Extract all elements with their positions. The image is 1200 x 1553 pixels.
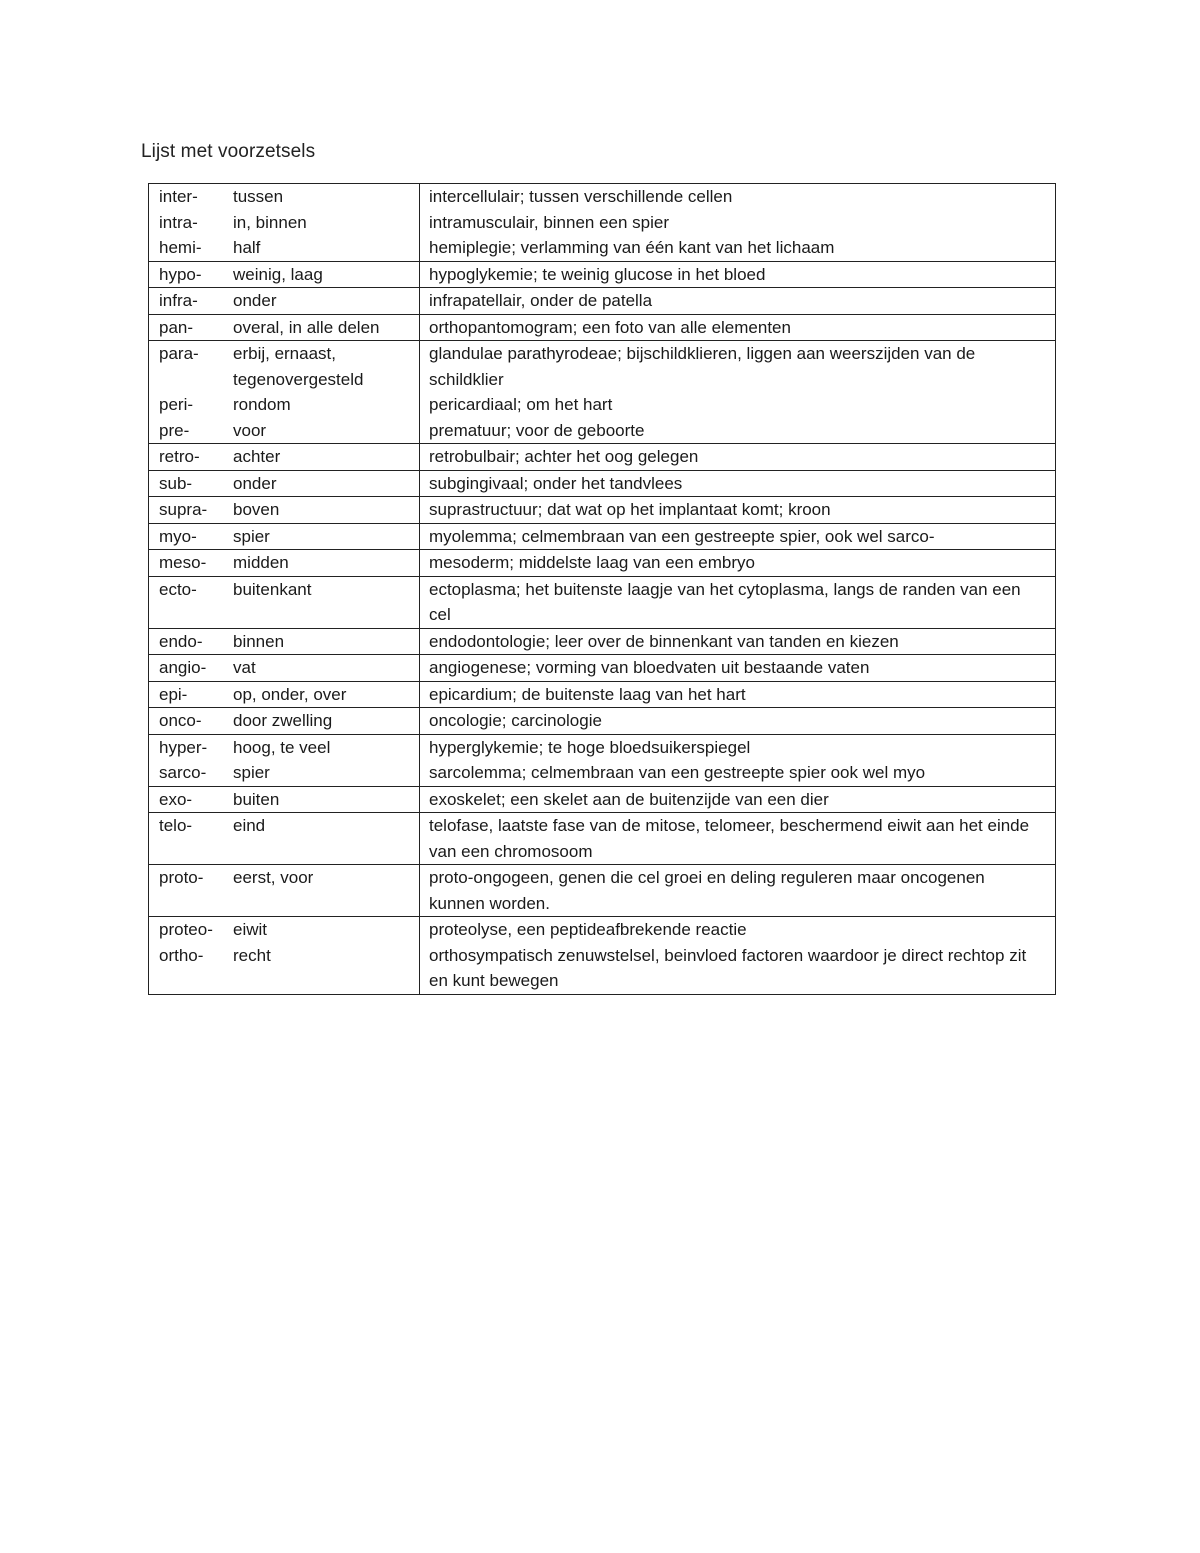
example-text: ectoplasma; het buitenste laagje van het cytoplasma, langs de randen van een cel xyxy=(429,579,1021,624)
prefix-text: peri- xyxy=(159,395,194,414)
prefix-cell xyxy=(149,917,234,995)
prefix-cell xyxy=(149,314,234,341)
example-cell xyxy=(420,184,1056,262)
prefix-text: retro- xyxy=(159,447,200,466)
meaning-text: weinig, laag xyxy=(233,264,323,284)
example-text: glandulae parathyrodeae; bijschildklieren, liggen aan weerszijden van de schildklier xyxy=(429,344,976,389)
meaning-text: voor xyxy=(233,420,267,440)
prefix-cell xyxy=(149,628,234,655)
prefix-table-body xyxy=(149,184,1056,995)
prefix-cell xyxy=(149,288,234,315)
table-row xyxy=(149,184,1056,262)
meaning-cell xyxy=(233,523,420,550)
example-text: proto-ongogeen, genen die cel groei en deling reguleren maar oncogenen kunnen worden. xyxy=(429,868,985,913)
example-text: oncologie; carcinologie xyxy=(429,711,602,730)
example-cell xyxy=(420,813,1056,865)
table-row xyxy=(149,341,1056,444)
example-cell xyxy=(420,288,1056,315)
example-cell xyxy=(420,444,1056,471)
prefix-cell xyxy=(149,786,234,813)
meaning-text: half xyxy=(233,238,261,257)
example-cell xyxy=(420,470,1056,497)
prefix-cell xyxy=(149,497,234,524)
prefix-text: sub- xyxy=(159,473,193,493)
meaning-text: recht xyxy=(233,945,271,965)
prefix-cell xyxy=(149,708,234,735)
prefix-text: exo- xyxy=(159,789,193,809)
example-cell xyxy=(420,261,1056,288)
prefix-text: pre- xyxy=(159,420,190,440)
meaning-cell xyxy=(233,288,420,315)
meaning-cell xyxy=(233,497,420,524)
example-cell xyxy=(420,786,1056,813)
example-text: retrobulbair; achter het oog gelegen xyxy=(429,447,699,466)
meaning-cell xyxy=(233,550,420,577)
table-row xyxy=(149,444,1056,471)
meaning-cell xyxy=(233,708,420,735)
meaning-cell xyxy=(233,341,420,444)
table-row xyxy=(149,655,1056,682)
example-text: endodontologie; leer over de binnenkant van tanden en kiezen xyxy=(429,631,899,651)
table-row xyxy=(149,497,1056,524)
table-row xyxy=(149,813,1056,865)
prefix-text: sarco- xyxy=(159,763,207,782)
meaning-text: hoog, te veel xyxy=(233,737,331,757)
prefix-cell xyxy=(149,813,234,865)
meaning-text: erbij, ernaast, tegenovergesteld xyxy=(233,344,364,389)
table-row xyxy=(149,314,1056,341)
meaning-text: tussen xyxy=(233,187,284,206)
prefix-text: para- xyxy=(159,344,199,363)
table-row xyxy=(149,550,1056,577)
table-row xyxy=(149,865,1056,917)
example-cell xyxy=(420,497,1056,524)
meaning-text: spier xyxy=(233,526,270,546)
example-text: exoskelet; een skelet aan de buitenzijde van een dier xyxy=(429,789,829,809)
prefix-text: endo- xyxy=(159,631,203,651)
example-text: angiogenese; vorming van bloedvaten uit bestaande vaten xyxy=(429,658,870,677)
prefix-cell xyxy=(149,523,234,550)
prefix-text: proteo- xyxy=(159,920,213,939)
example-text: hyperglykemie; te hoge bloedsuikerspiegel xyxy=(429,737,751,757)
meaning-text: binnen xyxy=(233,631,285,651)
meaning-cell xyxy=(233,813,420,865)
prefix-cell xyxy=(149,341,234,444)
table-row xyxy=(149,576,1056,628)
meaning-cell xyxy=(233,786,420,813)
meaning-text: eiwit xyxy=(233,920,268,939)
prefix-cell xyxy=(149,184,234,262)
prefix-cell xyxy=(149,865,234,917)
example-text: subgingivaal; onder het tandvlees xyxy=(429,473,683,493)
table-row xyxy=(149,261,1056,288)
example-cell xyxy=(420,628,1056,655)
meaning-cell xyxy=(233,917,420,995)
example-text: intercellulair; tussen verschillende cellen xyxy=(429,187,733,206)
example-text: prematuur; voor de geboorte xyxy=(429,420,645,440)
meaning-text: onder xyxy=(233,473,277,493)
prefix-text: intra- xyxy=(159,212,198,232)
example-cell xyxy=(420,681,1056,708)
meaning-cell xyxy=(233,865,420,917)
prefix-text: hypo- xyxy=(159,264,202,284)
meaning-cell xyxy=(233,576,420,628)
prefix-text: onco- xyxy=(159,711,202,730)
example-cell xyxy=(420,314,1056,341)
meaning-cell xyxy=(233,314,420,341)
meaning-cell xyxy=(233,184,420,262)
meaning-text: buitenkant xyxy=(233,579,312,599)
example-cell xyxy=(420,550,1056,577)
prefix-text: hemi- xyxy=(159,238,202,257)
example-cell xyxy=(420,917,1056,995)
example-text: pericardiaal; om het hart xyxy=(429,395,613,414)
prefix-text: hyper- xyxy=(159,737,208,757)
meaning-cell xyxy=(233,470,420,497)
prefix-text: myo- xyxy=(159,526,197,546)
meaning-text: boven xyxy=(233,500,280,519)
meaning-text: onder xyxy=(233,291,277,310)
meaning-text: spier xyxy=(233,763,270,782)
example-cell xyxy=(420,865,1056,917)
meaning-text: midden xyxy=(233,553,289,572)
meaning-text: eind xyxy=(233,816,266,835)
example-text: suprastructuur; dat wat op het implantaat komt; kroon xyxy=(429,500,831,519)
meaning-cell xyxy=(233,655,420,682)
meaning-cell xyxy=(233,261,420,288)
meaning-text: rondom xyxy=(233,395,291,414)
prefix-text: epi- xyxy=(159,684,188,704)
table-row xyxy=(149,917,1056,995)
meaning-cell xyxy=(233,734,420,786)
prefix-text: telo- xyxy=(159,816,193,835)
prefix-cell xyxy=(149,444,234,471)
prefix-cell xyxy=(149,734,234,786)
table-row xyxy=(149,288,1056,315)
example-cell xyxy=(420,576,1056,628)
table-row xyxy=(149,708,1056,735)
prefix-table xyxy=(148,183,1056,995)
prefix-text: angio- xyxy=(159,658,207,677)
page-title: Lijst met voorzetsels xyxy=(141,141,316,162)
example-text: mesoderm; middelste laag van een embryo xyxy=(429,553,755,572)
table-row xyxy=(149,470,1056,497)
meaning-text: op, onder, over xyxy=(233,684,347,704)
prefix-text: inter- xyxy=(159,187,198,206)
prefix-cell xyxy=(149,550,234,577)
example-text: infrapatellair, onder de patella xyxy=(429,291,653,310)
meaning-text: eerst, voor xyxy=(233,868,314,887)
prefix-text: meso- xyxy=(159,553,207,572)
meaning-cell xyxy=(233,681,420,708)
prefix-text: infra- xyxy=(159,291,198,310)
example-text: epicardium; de buitenste laag van het hart xyxy=(429,684,746,704)
meaning-text: door zwelling xyxy=(233,711,333,730)
prefix-text: ecto- xyxy=(159,579,197,599)
example-text: hypoglykemie; te weinig glucose in het bloed xyxy=(429,264,766,284)
prefix-text: supra- xyxy=(159,500,208,519)
example-text: sarcolemma; celmembraan van een gestreepte spier ook wel myo xyxy=(429,763,926,782)
prefix-cell xyxy=(149,261,234,288)
prefix-cell xyxy=(149,681,234,708)
prefix-text: proto- xyxy=(159,868,204,887)
example-text: orthopantomogram; een foto van alle elementen xyxy=(429,317,791,337)
example-text: orthosympatisch zenuwstelsel, beinvloed factoren waardoor je direct rechtop zit en kunt bewegen xyxy=(429,945,1027,990)
prefix-text: ortho- xyxy=(159,945,204,965)
meaning-cell xyxy=(233,628,420,655)
meaning-text: in, binnen xyxy=(233,212,307,232)
example-text: hemiplegie; verlamming van één kant van het lichaam xyxy=(429,238,835,257)
table-row xyxy=(149,523,1056,550)
example-text: proteolyse, een peptideafbrekende reactie xyxy=(429,920,747,939)
meaning-text: vat xyxy=(233,658,256,677)
example-cell xyxy=(420,341,1056,444)
example-cell xyxy=(420,523,1056,550)
meaning-text: overal, in alle delen xyxy=(233,317,380,337)
example-cell xyxy=(420,708,1056,735)
prefix-cell xyxy=(149,576,234,628)
table-row xyxy=(149,681,1056,708)
table-row xyxy=(149,734,1056,786)
example-text: telofase, laatste fase van de mitose, telomeer, beschermend eiwit aan het einde van een chromosoom xyxy=(429,816,1030,861)
example-text: intramusculair, binnen een spier xyxy=(429,212,670,232)
meaning-text: buiten xyxy=(233,789,280,809)
table-row xyxy=(149,786,1056,813)
example-cell xyxy=(420,734,1056,786)
meaning-cell xyxy=(233,444,420,471)
meaning-text: achter xyxy=(233,447,281,466)
prefix-text: pan- xyxy=(159,317,194,337)
table-row xyxy=(149,628,1056,655)
prefix-cell xyxy=(149,655,234,682)
example-text: myolemma; celmembraan van een gestreepte spier, ook wel sarco- xyxy=(429,526,935,546)
prefix-cell xyxy=(149,470,234,497)
example-cell xyxy=(420,655,1056,682)
